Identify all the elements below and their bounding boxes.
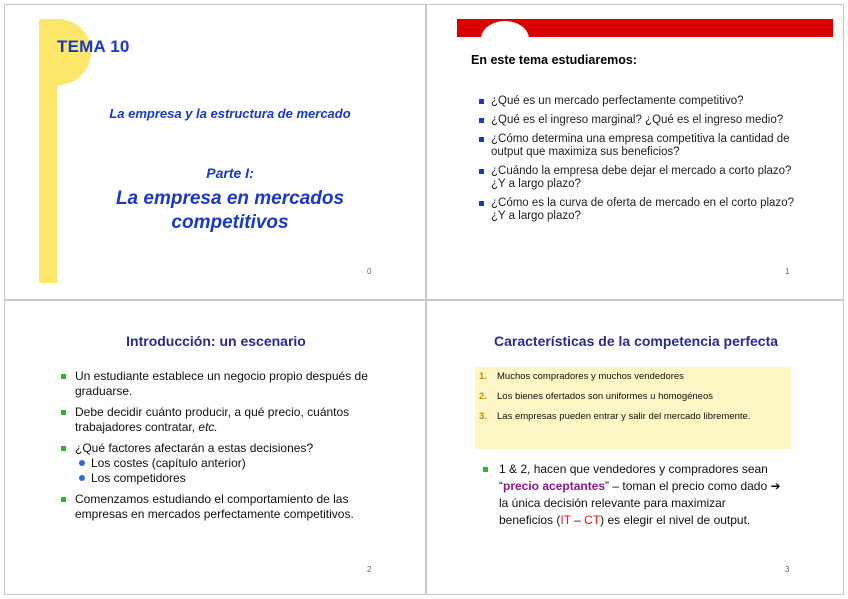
list-item: ¿Cuándo la empresa debe dejar el mercado a corto plazo? ¿Y a largo plazo?: [479, 165, 799, 191]
slide-headline: La empresa en mercados competitivos: [115, 188, 345, 233]
decorative-shape: [481, 21, 529, 57]
sub-list-item: Los competidores: [75, 471, 371, 486]
slide-3[interactable]: [426, 300, 844, 595]
topic-list: [479, 95, 799, 229]
arrow-icon: ➔: [770, 479, 781, 493]
list-item: ¿Cómo determina una empresa competitiva la cantidad de output que maximiza sus beneficios?: [479, 133, 799, 159]
page-number: 0: [367, 267, 372, 276]
sub-list-item: Los costes (capítulo anterior): [75, 456, 371, 471]
list-item: Comenzamos estudiando el comportamiento de las empresas en mercados perfectamente competitivos.: [61, 492, 371, 522]
list-item: 3. Las empresas pueden entrar y salir del mercado libremente.: [479, 411, 751, 422]
list-item: ¿Qué es un mercado perfectamente competitivo?: [479, 95, 799, 108]
page-number: 1: [785, 267, 790, 276]
slide-0[interactable]: [4, 4, 426, 300]
list-item: 2. Los bienes ofertados son uniformes u homogéneos: [479, 391, 713, 402]
explanation-paragraph: 1 & 2, hacen que vendedores y compradores sean “precio aceptantes” – toman el precio como dado ➔ la única decisión relevante para maximizar beneficios (IT – CT) es elegir el nivel de output.: [483, 461, 783, 529]
scenario-list: [61, 369, 371, 522]
list-item: Un estudiante establece un negocio propio después de graduarse.: [61, 369, 371, 399]
slide-title: Introducción: un escenario: [126, 333, 306, 349]
list-item: ¿Qué factores afectarán a estas decisiones?: [61, 441, 371, 456]
list-item: Debe decidir cuánto producir, a qué precio, cuántos trabajadores contratar, etc.: [61, 405, 371, 435]
slide-subtitle: La empresa y la estructura de mercado: [109, 106, 351, 121]
characteristics-list: [479, 371, 789, 431]
slide-title: En este tema estudiaremos:: [471, 53, 638, 67]
list-item: ¿Qué es el ingreso marginal? ¿Qué es el ingreso medio?: [479, 114, 799, 127]
slide-title: TEMA 10: [57, 37, 130, 56]
slide-title: Características de la competencia perfecta: [493, 333, 779, 349]
part-label: Parte I:: [206, 165, 254, 181]
list-item: 1. Muchos compradores y muchos vendedores: [479, 371, 684, 382]
slide-2[interactable]: [4, 300, 426, 595]
page-number: 2: [367, 565, 372, 574]
slide-1[interactable]: [426, 4, 844, 300]
page-number: 3: [785, 565, 790, 574]
list-item: ¿Cómo es la curva de oferta de mercado en el corto plazo? ¿Y a largo plazo?: [479, 197, 799, 223]
